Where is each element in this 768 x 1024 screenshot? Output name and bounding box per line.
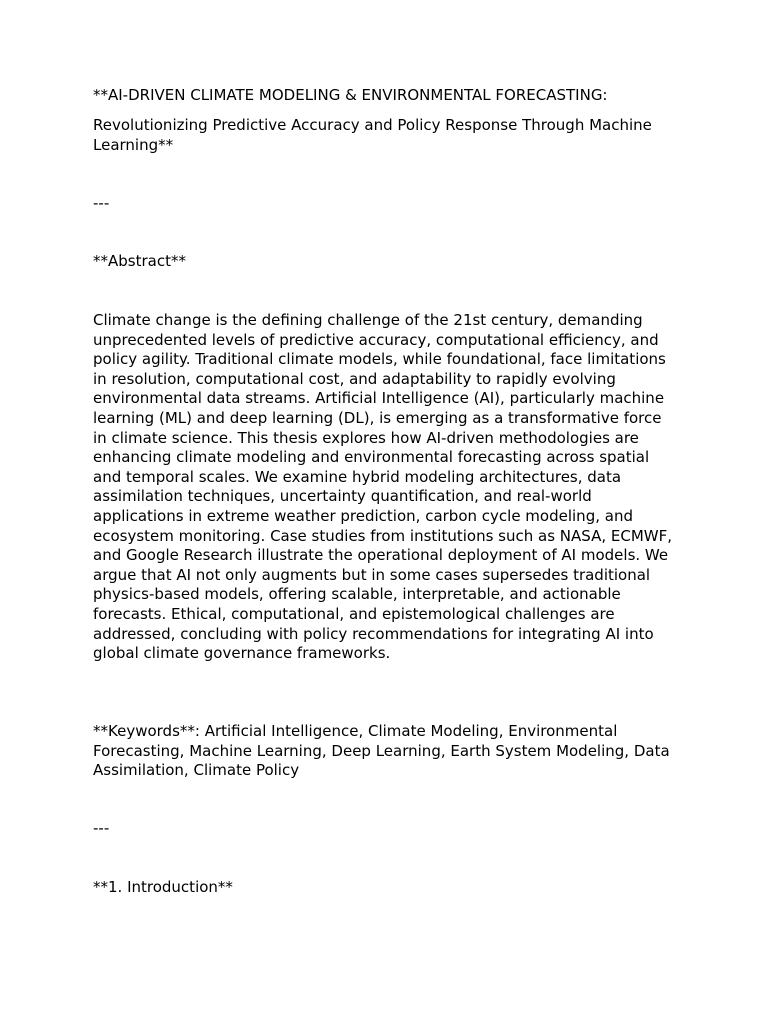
title-line-1: **AI-DRIVEN CLIMATE MODELING & ENVIRONMENTAL FORECASTING:: [93, 86, 608, 104]
title-line-2: Revolutionizing Predictive Accuracy and Policy Response Through Machine Learning**: [93, 116, 652, 154]
keywords-text: **Keywords**: Artificial Intelligence, Climate Modeling, Environmental Forecasting, Machine Learning, Deep Learning, Earth System Modeling, Data Assimilation, Climate Policy: [93, 722, 670, 780]
abstract-heading: **Abstract**: [93, 252, 186, 270]
abstract-text: Climate change is the defining challenge of the 21st century, demanding unprecedented levels of predictive accuracy, computational efficiency, and policy agility. Traditional climate models, while foundational, face limitations in resolution, computational cost, and adaptability to rapidly evolving environmental data streams. Artificial Intelligence (AI), particularly machine learning (ML) and deep learning (DL), is emerging as a transformative force in climate science. This thesis explores how AI-driven methodologies are enhancing climate modeling and environmental forecasting across spatial and temporal scales. We examine hybrid modeling architectures, data assimilation techniques, uncertainty quantification, and real-world applications in extreme weather prediction, carbon cycle modeling, and ecosystem monitoring. Case studies from institutions such as NASA, ECMWF, and Google Research illustrate the operational deployment of AI models. We argue that AI not only augments but in some cases supersedes traditional physics-based models, offering scalable, interpretable, and actionable forecasts. Ethical, computational, and epistemological challenges are addressed, concluding with policy recommendations for integrating AI into global climate governance frameworks.: [93, 311, 672, 663]
section-1-heading: **1. Introduction**: [93, 878, 233, 896]
separator-1: ---: [93, 194, 110, 212]
separator-2: ---: [93, 819, 110, 837]
